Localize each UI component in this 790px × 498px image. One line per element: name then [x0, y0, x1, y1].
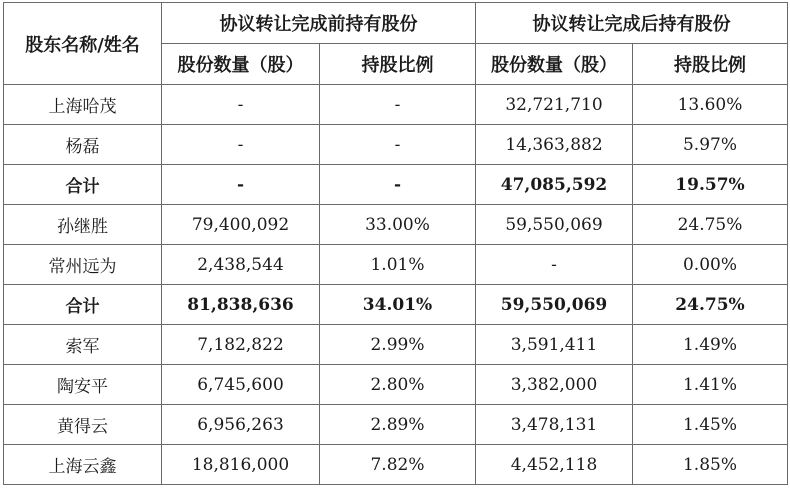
cell-ratio-after: 19.57%: [633, 165, 788, 205]
cell-ratio-before: 34.01%: [320, 285, 476, 325]
table-row: [4, 85, 788, 125]
cell-shares-after: 3,382,000: [476, 365, 633, 405]
cell-shares-after: 14,363,882: [476, 125, 633, 165]
cell-shares-before: -: [162, 85, 320, 125]
cell-shares-before: 79,400,092: [162, 205, 320, 245]
cell-ratio-after: 24.75%: [633, 205, 788, 245]
table-row: [4, 205, 788, 245]
cell-name: 孙继胜: [4, 205, 162, 245]
cell-ratio-before: 1.01%: [320, 245, 476, 285]
table-row: [4, 325, 788, 365]
cell-ratio-after: 0.00%: [633, 245, 788, 285]
cell-ratio-before: -: [320, 165, 476, 205]
cell-ratio-after: 5.97%: [633, 125, 788, 165]
cell-ratio-after: 1.85%: [633, 445, 788, 485]
table-row-total: [4, 165, 788, 205]
cell-ratio-before: 33.00%: [320, 205, 476, 245]
cell-shares-after: 47,085,592: [476, 165, 633, 205]
cell-ratio-before: -: [320, 125, 476, 165]
table-row: [4, 365, 788, 405]
header-ratio-before: 持股比例: [320, 44, 476, 85]
cell-shares-before: 18,816,000: [162, 445, 320, 485]
cell-ratio-before: 2.80%: [320, 365, 476, 405]
table-row: [4, 245, 788, 285]
header-before-group: 协议转让完成前持有股份: [162, 3, 476, 44]
cell-ratio-before: 2.99%: [320, 325, 476, 365]
cell-shares-after: 59,550,069: [476, 205, 633, 245]
header-after-group: 协议转让完成后持有股份: [476, 3, 788, 44]
cell-ratio-before: 2.89%: [320, 405, 476, 445]
cell-shares-before: 6,745,600: [162, 365, 320, 405]
cell-shares-before: -: [162, 125, 320, 165]
table-row: [4, 445, 788, 485]
cell-shares-after: 3,478,131: [476, 405, 633, 445]
table-row: [4, 405, 788, 445]
cell-shares-after: 59,550,069: [476, 285, 633, 325]
cell-ratio-after: 24.75%: [633, 285, 788, 325]
header-shares-before: 股份数量（股）: [162, 44, 320, 85]
cell-name: 黄得云: [4, 405, 162, 445]
cell-ratio-after: 13.60%: [633, 85, 788, 125]
shareholding-table: [3, 2, 788, 485]
cell-name: 陶安平: [4, 365, 162, 405]
cell-shares-before: 2,438,544: [162, 245, 320, 285]
table-row-total: [4, 285, 788, 325]
cell-name: 上海云鑫: [4, 445, 162, 485]
cell-name: 合计: [4, 285, 162, 325]
cell-ratio-after: 1.49%: [633, 325, 788, 365]
cell-shares-after: 3,591,411: [476, 325, 633, 365]
cell-name: 常州远为: [4, 245, 162, 285]
cell-shares-after: 32,721,710: [476, 85, 633, 125]
cell-name: 上海哈茂: [4, 85, 162, 125]
cell-shares-before: -: [162, 165, 320, 205]
header-ratio-after: 持股比例: [633, 44, 788, 85]
table-row: [4, 125, 788, 165]
cell-shares-before: 7,182,822: [162, 325, 320, 365]
header-shares-after: 股份数量（股）: [476, 44, 633, 85]
cell-shares-before: 81,838,636: [162, 285, 320, 325]
cell-ratio-before: 7.82%: [320, 445, 476, 485]
cell-shares-after: 4,452,118: [476, 445, 633, 485]
cell-name: 杨磊: [4, 125, 162, 165]
cell-shares-after: -: [476, 245, 633, 285]
header-shareholder: 股东名称/姓名: [4, 3, 162, 85]
cell-name: 合计: [4, 165, 162, 205]
cell-name: 索军: [4, 325, 162, 365]
cell-ratio-before: -: [320, 85, 476, 125]
cell-ratio-after: 1.45%: [633, 405, 788, 445]
cell-shares-before: 6,956,263: [162, 405, 320, 445]
header-row-top: [4, 3, 788, 44]
cell-ratio-after: 1.41%: [633, 365, 788, 405]
